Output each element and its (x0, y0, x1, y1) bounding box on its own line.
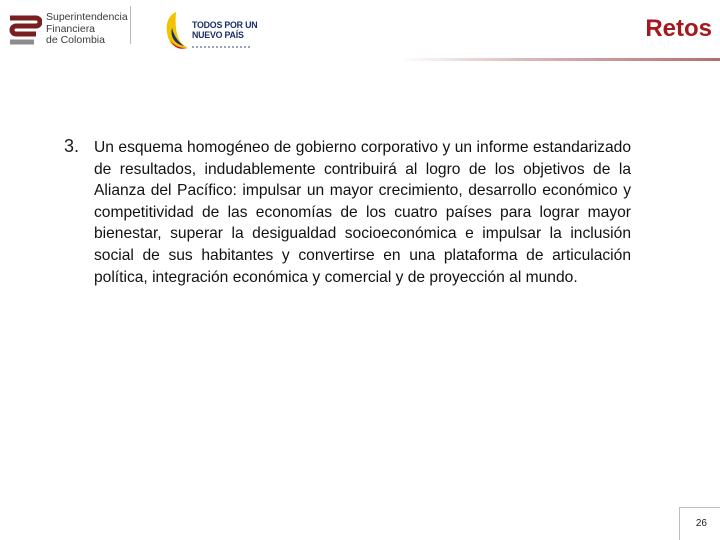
page-number: 26 (695, 518, 707, 529)
sfc-logo-line-2: Financiera (46, 22, 96, 35)
logo-tagline-decoration (192, 46, 252, 48)
todos-por-un-nuevo-pais-logo (160, 8, 260, 54)
sfc-logo-line-3: de Colombia (46, 34, 105, 46)
todos-por-un-nuevo-pais-wordmark (192, 20, 257, 40)
logo-divider (130, 6, 131, 44)
superintendencia-financiera-logo (6, 12, 132, 50)
tpun-logo-line-2: NUEVO PAÍS (192, 30, 244, 40)
page-number-box (679, 507, 720, 540)
item-text: Un esquema homogéneo de gobierno corporativo y un informe estandarizado de resultados, indudablemente contribuirá al logro de los objetivos de la Alianza del Pacífico: impulsar un mayor crecimiento, desarrollo económico y competitividad de las economías de los cuatro países para lograr mayor bienestar, superar la desigualdad socioeconómica e impulsar la inclusión social de sus habitantes y convertirse en una plataforma de articulación política, integración económica y comercial y de proyección al mundo. (94, 139, 631, 286)
tpun-logo-line-1: TODOS POR UN (192, 20, 258, 30)
item-number: 3. (64, 136, 80, 156)
numbered-paragraph (64, 137, 631, 288)
header-rule (400, 58, 720, 61)
superintendencia-financiera-wordmark (46, 12, 136, 47)
sfc-logo-line-1: Superintendencia (46, 11, 128, 23)
superintendencia-financiera-logo-icon (6, 12, 42, 48)
todos-por-un-nuevo-pais-logo-icon (160, 8, 192, 54)
slide-title: Retos (645, 15, 712, 42)
slide-header (0, 0, 720, 62)
